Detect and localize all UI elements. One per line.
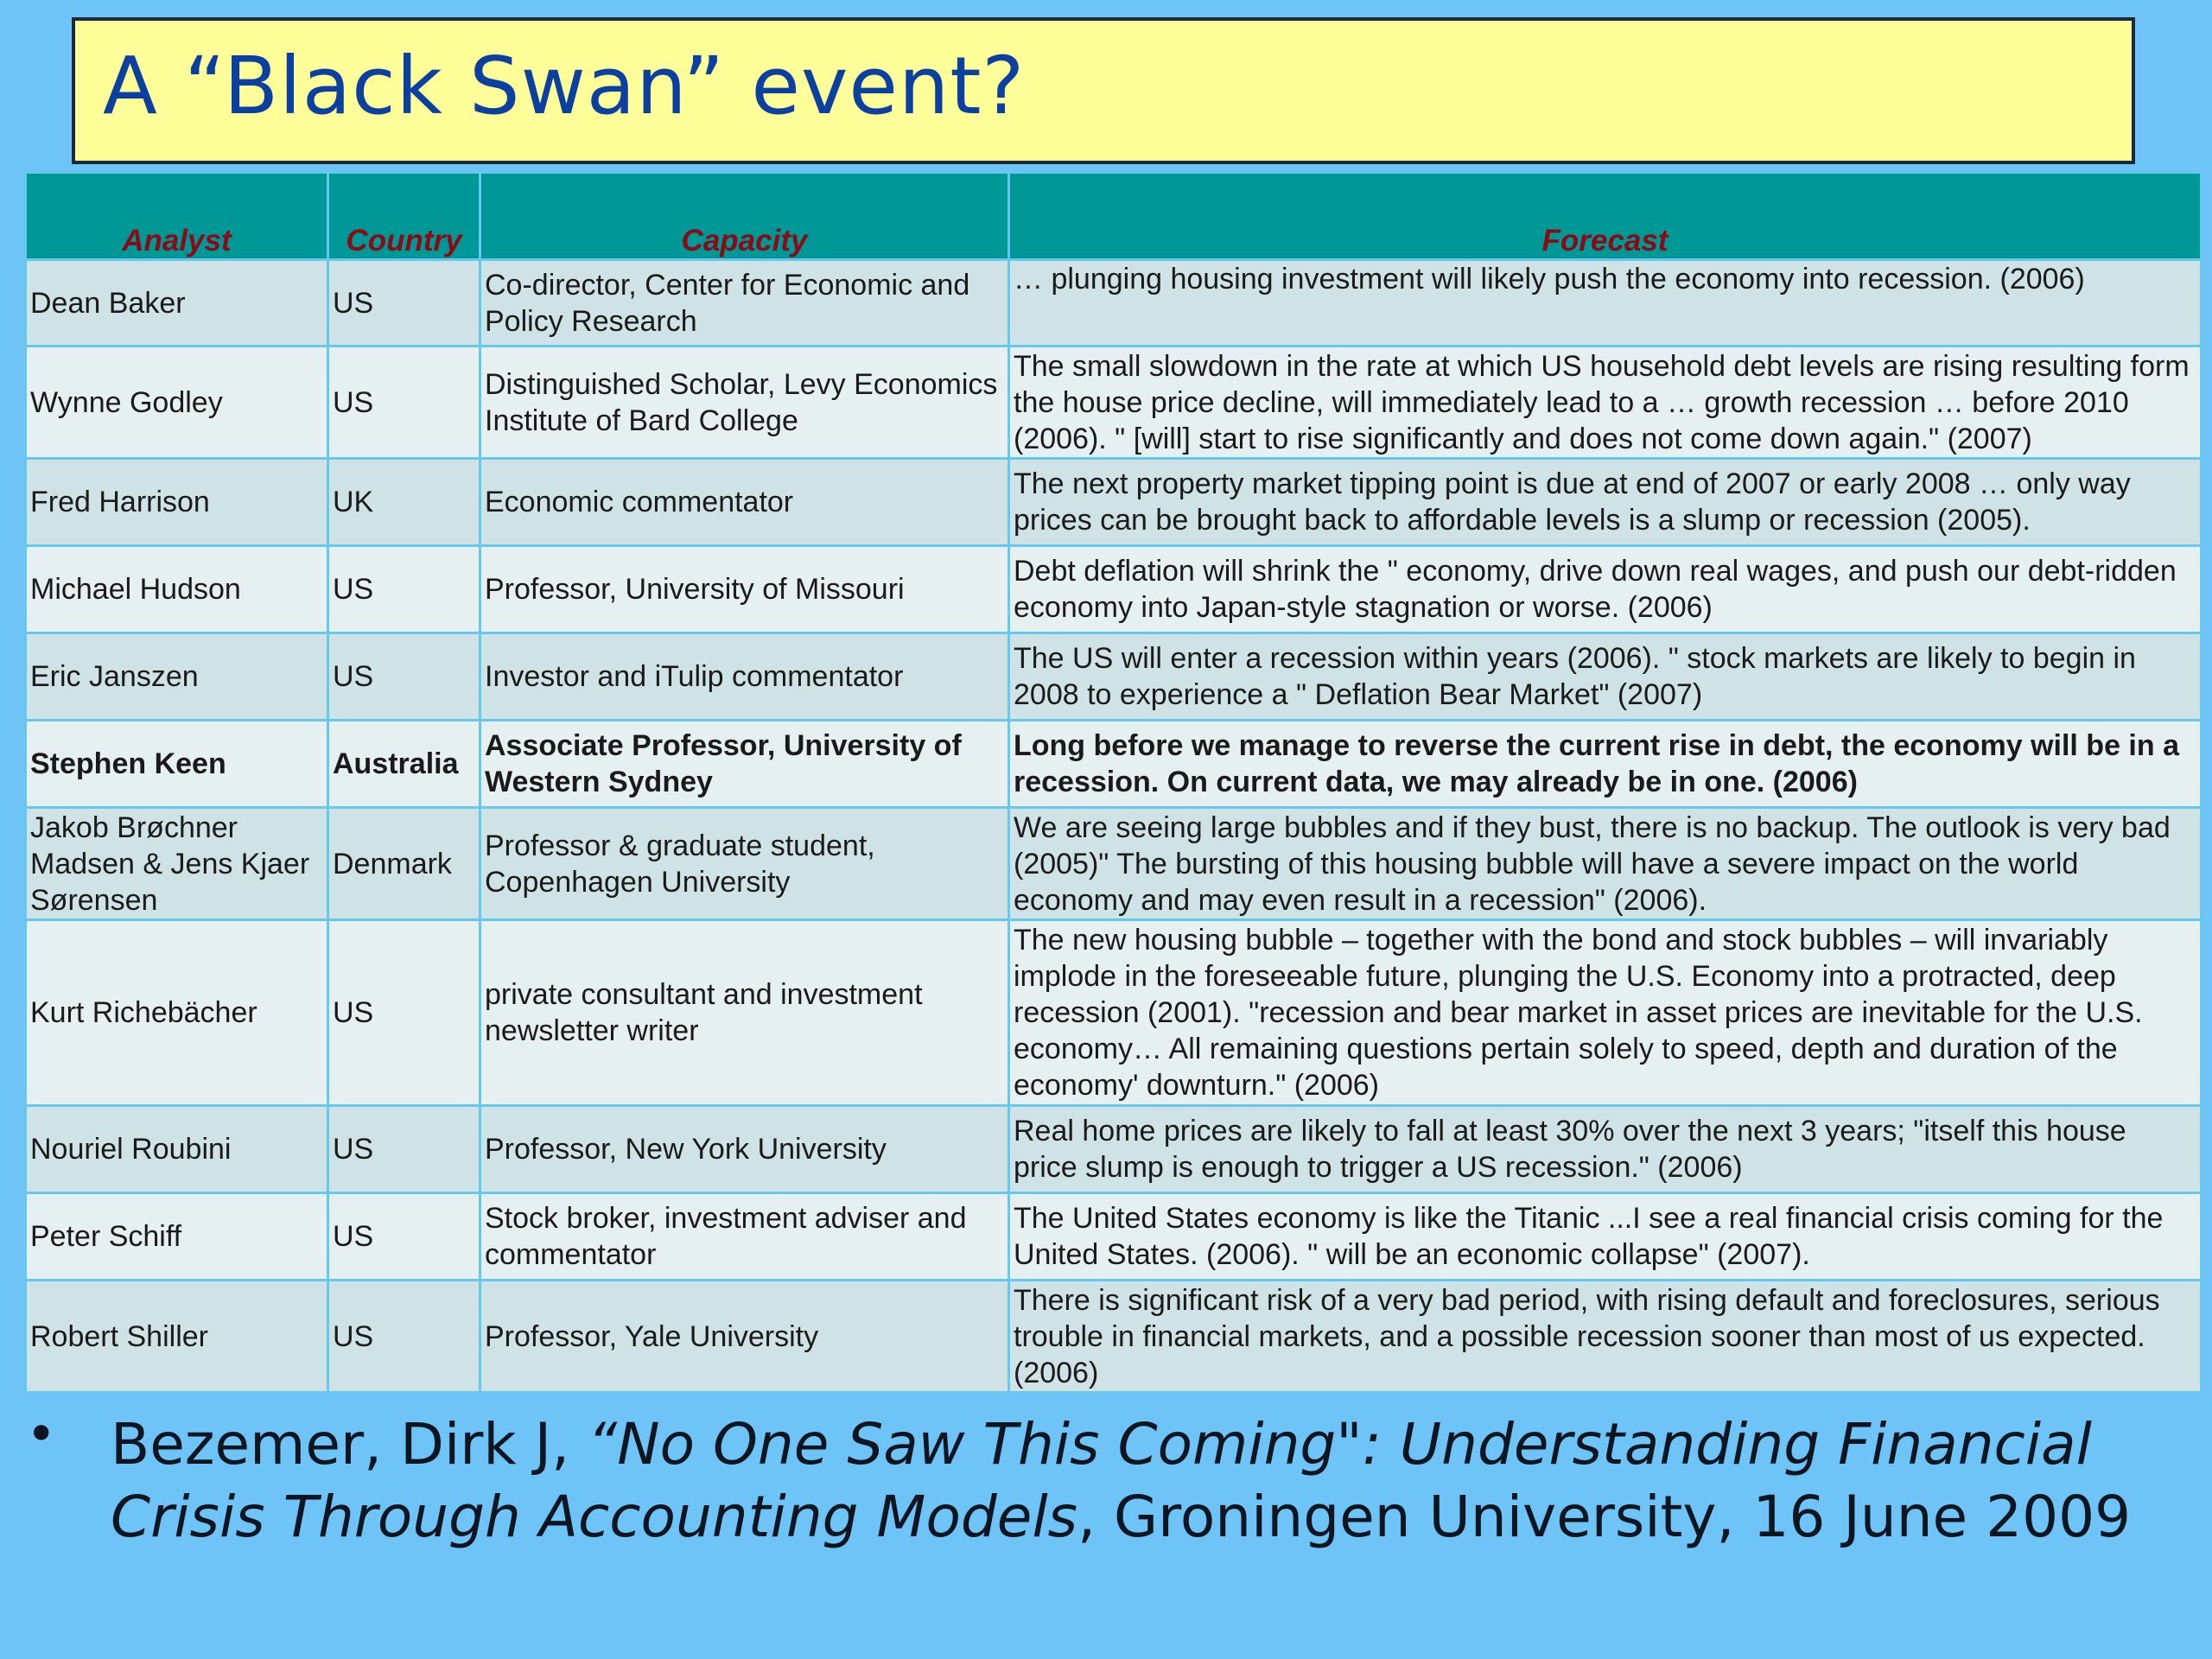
cell-forecast: Real home prices are likely to fall at least 30% over the next 3 years; "itself this house price slump is enough to trigger a US recession." (2006) (1009, 1106, 2202, 1193)
citation-bullet: • (26, 1404, 57, 1465)
cell-capacity: Stock broker, investment adviser and commentator (480, 1193, 1009, 1281)
cell-forecast: The next property market tipping point is due at end of 2007 or early 2008 … only way prices can be brought back to affordable levels is a slump or recession (2005). (1009, 459, 2202, 546)
cell-forecast: We are seeing large bubbles and if they bust, there is no backup. The outlook is very bad (2005)" The bursting of this housing bubble will have a severe impact on the world economy and may even result in a recession" (2006). (1009, 808, 2202, 920)
cell-capacity: Co-director, Center for Economic and Policy Research (480, 260, 1009, 346)
cell-country: US (328, 1193, 480, 1281)
table-row (26, 633, 2202, 721)
cell-country: US (328, 633, 480, 721)
cell-country: UK (328, 459, 480, 546)
cell-analyst: Peter Schiff (26, 1193, 328, 1281)
cell-capacity: Professor, Yale University (480, 1281, 1009, 1393)
forecasts-table (24, 171, 2202, 1394)
cell-forecast: The new housing bubble – together with the bond and stock bubbles – will invariably implode in the foreseeable future, plunging the U.S. Economy into a protracted, deep recession (2001). "recession and bear market in asset prices are inevitable for the U.S. economy… All remaining questions pertain solely to speed, depth and duration of the economy' downturn." (2006) (1009, 920, 2202, 1106)
table-row (26, 346, 2202, 459)
citation-rest: , Groningen University, 16 June 2009 (1077, 1484, 2132, 1550)
title-box (72, 17, 2135, 164)
citation (111, 1408, 2202, 1554)
cell-capacity: Professor, New York University (480, 1106, 1009, 1193)
table-row (26, 459, 2202, 546)
cell-capacity: Professor, University of Missouri (480, 546, 1009, 633)
table-header-row (26, 173, 2202, 260)
table-row (26, 1193, 2202, 1281)
table-row (26, 546, 2202, 633)
cell-capacity: Investor and iTulip commentator (480, 633, 1009, 721)
citation-author: Bezemer, Dirk J, (111, 1411, 588, 1478)
cell-forecast: … plunging housing investment will likely push the economy into recession. (2006) (1009, 260, 2202, 346)
table-row (26, 808, 2202, 920)
cell-capacity: private consultant and investment newsletter writer (480, 920, 1009, 1106)
slide-title: A “Black Swan” event? (103, 40, 1026, 132)
cell-analyst: Michael Hudson (26, 546, 328, 633)
table-row (26, 920, 2202, 1106)
table-row (26, 260, 2202, 346)
cell-analyst: Kurt Richebächer (26, 920, 328, 1106)
cell-forecast: The US will enter a recession within years (2006). " stock markets are likely to begin in 2008 to experience a " Deflation Bear Market" (2007) (1009, 633, 2202, 721)
cell-country: Denmark (328, 808, 480, 920)
header-country: Country (328, 173, 480, 260)
cell-country: US (328, 1281, 480, 1393)
cell-capacity: Distinguished Scholar, Levy Economics Institute of Bard College (480, 346, 1009, 459)
cell-forecast: The small slowdown in the rate at which US household debt levels are rising resulting form the house price decline, will immediately lead to a … growth recession … before 2010 (2006). " [will] start to rise significantly and does not come down again." (2007) (1009, 346, 2202, 459)
cell-forecast: There is significant risk of a very bad period, with rising default and foreclosures, serious trouble in financial markets, and a possible recession sooner than most of us expected. (2006) (1009, 1281, 2202, 1393)
cell-country: US (328, 1106, 480, 1193)
cell-analyst: Stephen Keen (26, 721, 328, 808)
cell-analyst: Fred Harrison (26, 459, 328, 546)
cell-country: US (328, 260, 480, 346)
header-forecast: Forecast (1009, 173, 2202, 260)
cell-country: Australia (328, 721, 480, 808)
cell-analyst: Robert Shiller (26, 1281, 328, 1393)
cell-forecast: Long before we manage to reverse the current rise in debt, the economy will be in a recession. On current data, we may already be in one. (2006) (1009, 721, 2202, 808)
cell-country: US (328, 346, 480, 459)
header-capacity: Capacity (480, 173, 1009, 260)
header-analyst: Analyst (26, 173, 328, 260)
cell-analyst: Jakob Brøchner Madsen & Jens Kjaer Sørensen (26, 808, 328, 920)
cell-country: US (328, 546, 480, 633)
citation-title: “No One Saw This Coming": Understanding Financial Crisis Through Accounting Models (111, 1411, 2092, 1550)
cell-capacity: Economic commentator (480, 459, 1009, 546)
cell-analyst: Wynne Godley (26, 346, 328, 459)
cell-analyst: Nouriel Roubini (26, 1106, 328, 1193)
cell-forecast: Debt deflation will shrink the " economy, drive down real wages, and push our debt-ridden economy into Japan-style stagnation or worse. (2006) (1009, 546, 2202, 633)
cell-forecast: The United States economy is like the Titanic ...I see a real financial crisis coming for the United States. (2006). " will be an economic collapse" (2007). (1009, 1193, 2202, 1281)
cell-country: US (328, 920, 480, 1106)
cell-analyst: Dean Baker (26, 260, 328, 346)
table-row (26, 1106, 2202, 1193)
table-row-highlighted (26, 721, 2202, 808)
cell-analyst: Eric Janszen (26, 633, 328, 721)
cell-capacity: Associate Professor, University of Western Sydney (480, 721, 1009, 808)
cell-capacity: Professor & graduate student, Copenhagen University (480, 808, 1009, 920)
table-row (26, 1281, 2202, 1393)
